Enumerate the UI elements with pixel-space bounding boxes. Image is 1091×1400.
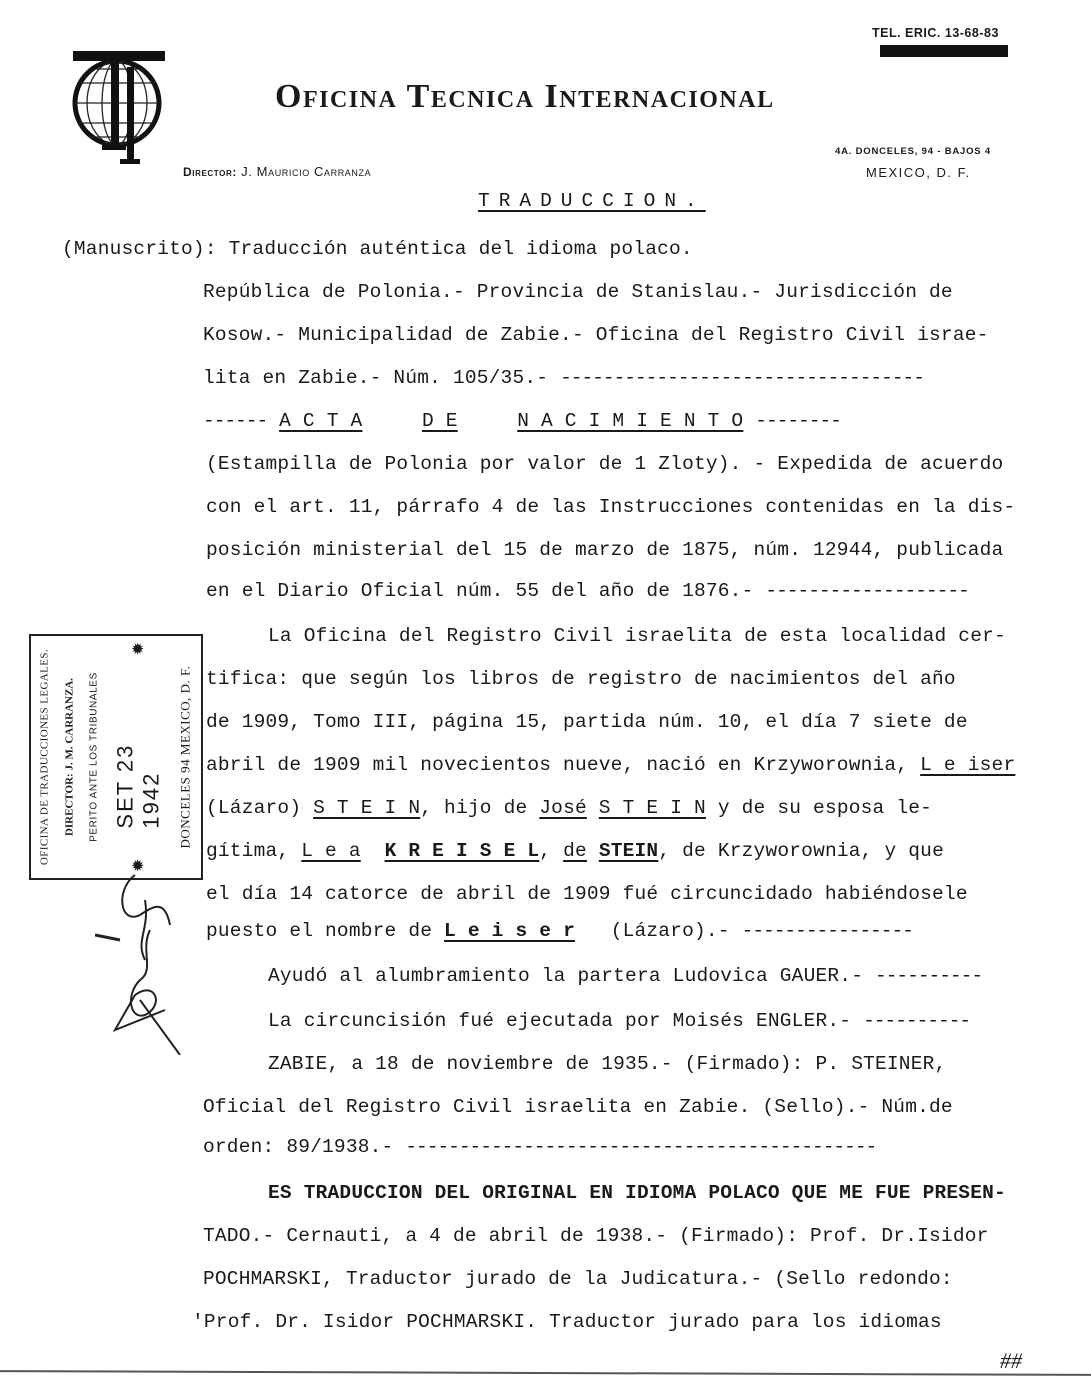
nacimiento-word: N A C I M I E N T O bbox=[517, 410, 744, 432]
mother-name: L e a bbox=[301, 840, 361, 862]
line-kosow: Kosow.- Municipalidad de Zabie.- Oficina del Registro Civil israe- bbox=[203, 324, 989, 346]
line-republica: República de Polonia.- Provincia de Stanislau.- Jurisdicción de bbox=[203, 281, 953, 303]
dash-fill: ---------------- bbox=[741, 920, 913, 942]
line-circuncision bbox=[268, 1010, 970, 1032]
globe-monogram-logo bbox=[70, 45, 170, 165]
dash-fill: -------------------------------------------- bbox=[405, 1136, 877, 1158]
surname: S T E I N bbox=[313, 797, 421, 819]
stamp-content bbox=[39, 642, 194, 872]
star-icon: ✹ bbox=[130, 858, 148, 872]
father-name: José bbox=[539, 797, 587, 819]
line-text: orden: 89/1938.- bbox=[203, 1136, 394, 1158]
line-oficial: Oficial del Registro Civil israelita en Zabie. (Sello).- Núm.de bbox=[203, 1096, 953, 1118]
text: , de Krzyworownia, y que bbox=[658, 840, 944, 862]
acta-heading bbox=[203, 410, 841, 432]
dash-fill: ---------- bbox=[863, 1010, 971, 1032]
text: , hijo de bbox=[420, 797, 528, 819]
line-text: La circuncisión fué ejecutada por Moisés ENGLER.- bbox=[268, 1010, 852, 1032]
text: gítima, bbox=[206, 840, 290, 862]
line-lea bbox=[206, 840, 944, 862]
letterhead-director bbox=[183, 164, 371, 179]
line-tomo: de 1909, Tomo III, página 15, partida núm. 10, el día 7 siete de bbox=[206, 711, 968, 733]
director-name: J. Mauricio Carranza bbox=[241, 164, 372, 179]
text: puesto el nombre de bbox=[206, 920, 433, 942]
page-edge bbox=[0, 1370, 1091, 1376]
director-label: Director: bbox=[183, 165, 237, 179]
line-pochmarski: POCHMARSKI, Traductor jurado de la Judicatura.- (Sello redondo: bbox=[203, 1268, 953, 1290]
de-word: D E bbox=[421, 410, 458, 432]
line-zabie: ZABIE, a 18 de noviembre de 1935.- (Firmado): P. STEINER, bbox=[268, 1053, 947, 1075]
text: y de su esposa le- bbox=[717, 797, 933, 819]
phone-number: TEL. ERIC. 13-68-83 bbox=[872, 26, 999, 40]
line-orden bbox=[203, 1136, 876, 1158]
line-text: lita en Zabie.- Núm. 105/35.- bbox=[203, 367, 549, 389]
child-name: L e iser bbox=[920, 754, 1016, 776]
star-icon: ✹ bbox=[130, 642, 148, 656]
city: MEXICO, D. F. bbox=[866, 165, 971, 180]
dash-fill: ---------- bbox=[875, 965, 983, 987]
line-text: Ayudó al alumbramiento la partera Ludovica GAUER.- bbox=[268, 965, 864, 987]
line-art: con el art. 11, párrafo 4 de las Instrucciones contenidas en la dis- bbox=[206, 496, 1016, 518]
handwritten-signature bbox=[95, 870, 185, 1055]
line-certifica: tifica: que según los libros de registro de nacimientos del año bbox=[206, 668, 956, 690]
mother-surname: K R E I S E L bbox=[384, 840, 540, 862]
line-sello: 'Prof. Dr. Isidor POCHMARSKI. Traductor jurado para los idiomas bbox=[192, 1311, 942, 1333]
line-num bbox=[203, 367, 924, 389]
given-name: L e i s e r bbox=[444, 920, 575, 942]
stamp-director: DIRECTOR: J. M. CARRANZA. bbox=[63, 677, 76, 837]
rubber-stamp bbox=[29, 634, 203, 880]
line-disposicion: posición ministerial del 15 de marzo de 1875, núm. 12944, publicada bbox=[206, 539, 1004, 561]
text: (Lázaro).- bbox=[610, 920, 730, 942]
line-es-traduccion: ES TRADUCCION DEL ORIGINAL EN IDIOMA POLACO QUE ME FUE PRESEN- bbox=[268, 1182, 1006, 1204]
line-stein bbox=[206, 797, 932, 819]
footer-mark: ## bbox=[1000, 1348, 1022, 1373]
line-diario bbox=[206, 580, 969, 602]
redaction-bar bbox=[880, 45, 1008, 57]
text: (Lázaro) bbox=[206, 797, 302, 819]
address: 4A. DONCELES, 94 - BAJOS 4 bbox=[835, 146, 991, 157]
line-text: abril de 1909 mil novecientos nueve, nació en Krzyworownia, bbox=[206, 754, 909, 776]
line-manuscrito: (Manuscrito): Traducción auténtica del idioma polaco. bbox=[62, 238, 693, 260]
stamp-perito: PERITO ANTE LOS TRIBUNALES bbox=[88, 672, 100, 842]
document-heading: TRADUCCION. bbox=[478, 190, 706, 212]
stamp-address: DONCELES 94 MEXICO, D. F. bbox=[177, 665, 193, 849]
stamp-date: SET 23 1942 bbox=[112, 743, 164, 829]
line-nombre bbox=[206, 920, 913, 942]
father-surname: S T E I N bbox=[598, 797, 706, 819]
acta-word: A C T A bbox=[279, 410, 363, 432]
line-nacio bbox=[206, 754, 1015, 776]
letterhead-title: Oficina Tecnica Internacional bbox=[275, 78, 775, 115]
dash-fill: ------ bbox=[203, 410, 268, 432]
line-text: en el Diario Oficial núm. 55 del año de 1876.- bbox=[206, 580, 754, 602]
text: de bbox=[563, 840, 587, 862]
stamp-date-row bbox=[113, 642, 165, 872]
line-partera bbox=[268, 965, 982, 987]
dash-fill: -------- bbox=[755, 410, 841, 432]
stamp-office: OFICINA DE TRADUCCIONES LEGALES. bbox=[38, 648, 51, 866]
line-cernauti: TADO.- Cernauti, a 4 de abril de 1938.- (Firmado): Prof. Dr.Isidor bbox=[203, 1225, 989, 1247]
line-circuncidado: el día 14 catorce de abril de 1909 fué circuncidado habiéndosele bbox=[206, 883, 968, 905]
dash-fill: ------------------- bbox=[765, 580, 969, 602]
line-oficina: La Oficina del Registro Civil israelita de esta localidad cer- bbox=[268, 625, 1006, 647]
dash-fill: ---------------------------------- bbox=[560, 367, 924, 389]
married-surname: STEIN bbox=[598, 840, 659, 862]
text: , bbox=[539, 840, 552, 862]
line-estampilla: (Estampilla de Polonia por valor de 1 Zloty). - Expedida de acuerdo bbox=[206, 453, 1004, 475]
